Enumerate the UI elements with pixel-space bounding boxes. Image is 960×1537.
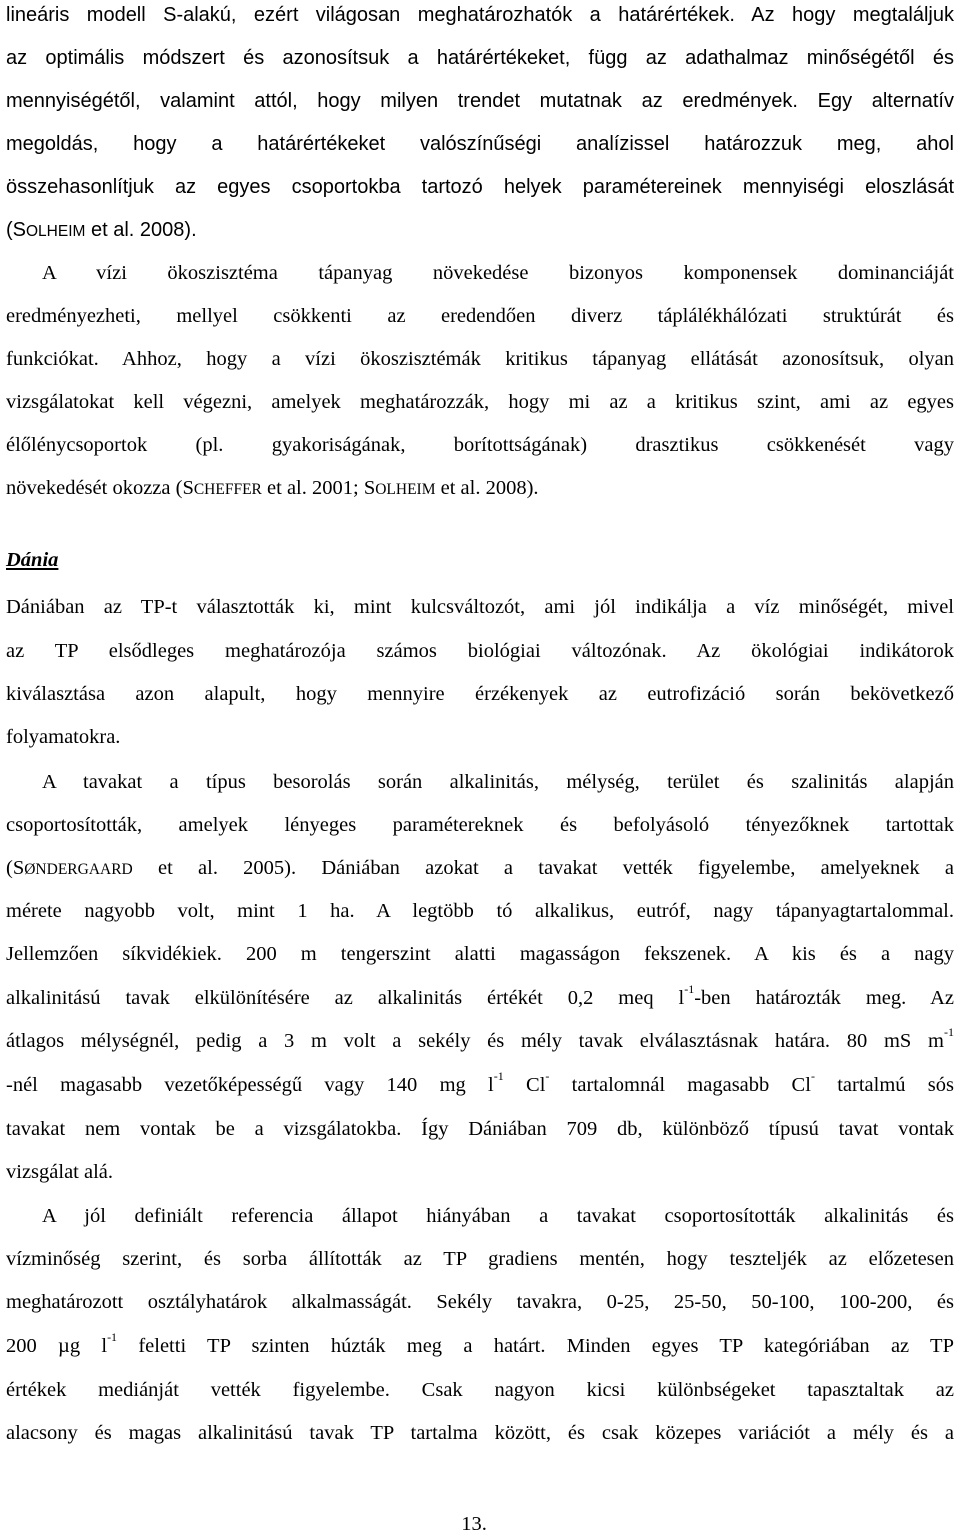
text-line: összehasonlítjuk az egyes csoportokba tartozó helyek paramétereinek mennyiségi eloszlását bbox=[6, 176, 954, 198]
text-line: vizsgálatokat kell végezni, amelyek meghatározzák, hogy mi az a kritikus szint, ami az egyes bbox=[6, 391, 954, 413]
text-span: tartalmú sós bbox=[814, 1074, 955, 1096]
superscript: - bbox=[810, 1069, 815, 1084]
superscript: -1 bbox=[684, 982, 695, 997]
text-span: (S bbox=[6, 219, 26, 241]
section-heading: Dánia bbox=[6, 549, 59, 571]
text-line bbox=[6, 1070, 954, 1100]
document-page bbox=[6, 0, 954, 1537]
author-smallcaps: OLHEIM bbox=[26, 223, 86, 240]
text-line: A jól definiált referencia állapot hiányában a tavakat csoportosították alkalinitás és bbox=[42, 1205, 954, 1227]
text-line: megoldás, hogy a határértékeket valószínűségi analízissel határozzuk meg, ahol bbox=[6, 133, 954, 155]
text-span: 200 µg l bbox=[6, 1335, 108, 1357]
text-span: Egy alternatív bbox=[797, 90, 954, 112]
text-span: feletti TP szinten húzták meg a határt. Minden egyes TP kategóriában az TP bbox=[117, 1335, 954, 1357]
text-line: lineáris modell S-alakú, ezért világosan meghatározhatók a határértékek. Az hogy megtaláljuk bbox=[6, 4, 954, 26]
text-span: funkciókat. bbox=[6, 348, 99, 370]
text-line: az optimális módszert és azonosítsuk a határértékeket, függ az adathalmaz minőségétől és bbox=[6, 47, 954, 69]
superscript: -1 bbox=[493, 1069, 504, 1084]
text-line bbox=[6, 86, 954, 116]
text-span: Az ökológiai indikátorok bbox=[666, 640, 954, 662]
text-line: Dániában az TP-t választották ki, mint kulcsváltozót, ami jól indikálja a víz minőségét, mivel bbox=[6, 596, 954, 618]
text-span: alkalinitású tavak elkülönítésére az alkalinitás értékét 0,2 meq l bbox=[6, 987, 685, 1009]
text-line: kiválasztása azon alapult, hogy mennyire érzékenyek az eutrofizáció során bekövetkező bbox=[6, 683, 954, 705]
text-line: A tavakat a típus besorolás során alkalinitás, mélység, terület és szalinitás alapján bbox=[42, 771, 954, 793]
text-span: növekedését okozza (S bbox=[6, 477, 194, 499]
text-span: -ben határozták meg. Az bbox=[694, 987, 954, 1009]
text-line: A vízi ökoszisztéma tápanyag növekedése bizonyos komponensek dominanciáját bbox=[42, 262, 954, 284]
text-span: Ahhoz, hogy a vízi ökoszisztémák kritikus tápanyag ellátását azonosítsuk, olyan bbox=[98, 348, 954, 370]
text-line: alacsony és magas alkalinitású tavak TP tartalma között, és csak közepes variációt a mély és a bbox=[6, 1422, 954, 1444]
text-line bbox=[6, 1026, 954, 1056]
text-span: et al. 2005). Dániában azokat a tavakat vették figyelembe, amelyeknek a bbox=[132, 857, 954, 879]
text-line: mérete nagyobb volt, mint 1 ha. A legtöbb tó alkalikus, eutróf, nagy tápanyagtartalommal. bbox=[6, 900, 954, 922]
text-span: (S bbox=[6, 857, 25, 879]
superscript: - bbox=[545, 1069, 550, 1084]
text-span: -nél magasabb vezetőképességű vagy 140 mg l bbox=[6, 1074, 494, 1096]
text-span: et al. 2008). bbox=[85, 219, 197, 241]
superscript: -1 bbox=[944, 1025, 954, 1040]
superscript: -1 bbox=[107, 1330, 118, 1345]
text-line: értékek mediánját vették figyelembe. Csak nagyon kicsi különbségeket tapasztaltak az bbox=[6, 1379, 954, 1401]
text-line: Jellemzően síkvidékiek. 200 m tengerszint alatti magasságon fekszenek. A kis és a nagy bbox=[6, 943, 954, 965]
page-number: 13. bbox=[461, 1513, 487, 1535]
text-span: et al. 2008). bbox=[435, 477, 539, 499]
text-line: vízminőség szerint, és sorba állították az TP gradiens mentén, hogy teszteljék az előzetesen bbox=[6, 1248, 954, 1270]
text-line bbox=[6, 473, 954, 503]
text-span: et al. 2001; S bbox=[261, 477, 376, 499]
text-span: mennyiségétől, valamint attól, hogy milyen trendet mutatnak az eredmények. bbox=[6, 90, 798, 112]
text-line bbox=[6, 983, 954, 1013]
text-span: átlagos mélységnél, pedig a 3 m volt a sekély és mély tavak elválasztásnak határa. 80 mS m bbox=[6, 1030, 944, 1052]
text-line: tavakat nem vontak be a vizsgálatokba. Így Dániában 709 db, különböző típusú tavat vontak bbox=[6, 1118, 954, 1140]
text-line: csoportosították, amelyek lényeges paramétereknek és befolyásoló tényezőknek tartottak bbox=[6, 814, 954, 836]
text-line: meghatározott osztályhatárok alkalmasságát. Sekély tavakra, 0-25, 25-50, 50-100, 100-200, és bbox=[6, 1291, 954, 1313]
text-span: az TP elsődleges meghatározója számos biológiai változónak. bbox=[6, 640, 667, 662]
text-line bbox=[6, 344, 954, 374]
text-line: eredményezheti, mellyel csökkenti az eredendően diverz táplálékhálózati struktúrát és bbox=[6, 305, 954, 327]
text-line bbox=[6, 215, 954, 245]
text-line bbox=[6, 1331, 954, 1361]
text-span: Cl bbox=[503, 1074, 546, 1096]
text-line: élőlénycsoportok (pl. gyakoriságának, borítottságának) drasztikus csökkenését vagy bbox=[6, 434, 954, 456]
author-smallcaps: CHEFFER bbox=[193, 481, 262, 498]
author-smallcaps: OLHEIM bbox=[375, 481, 436, 498]
text-line bbox=[6, 636, 954, 666]
text-line: folyamatokra. bbox=[6, 726, 121, 748]
author-smallcaps: ØNDERGAARD bbox=[24, 861, 133, 878]
text-line: vizsgálat alá. bbox=[6, 1161, 114, 1183]
text-span: tartalomnál magasabb Cl bbox=[549, 1074, 811, 1096]
text-line bbox=[6, 853, 954, 883]
